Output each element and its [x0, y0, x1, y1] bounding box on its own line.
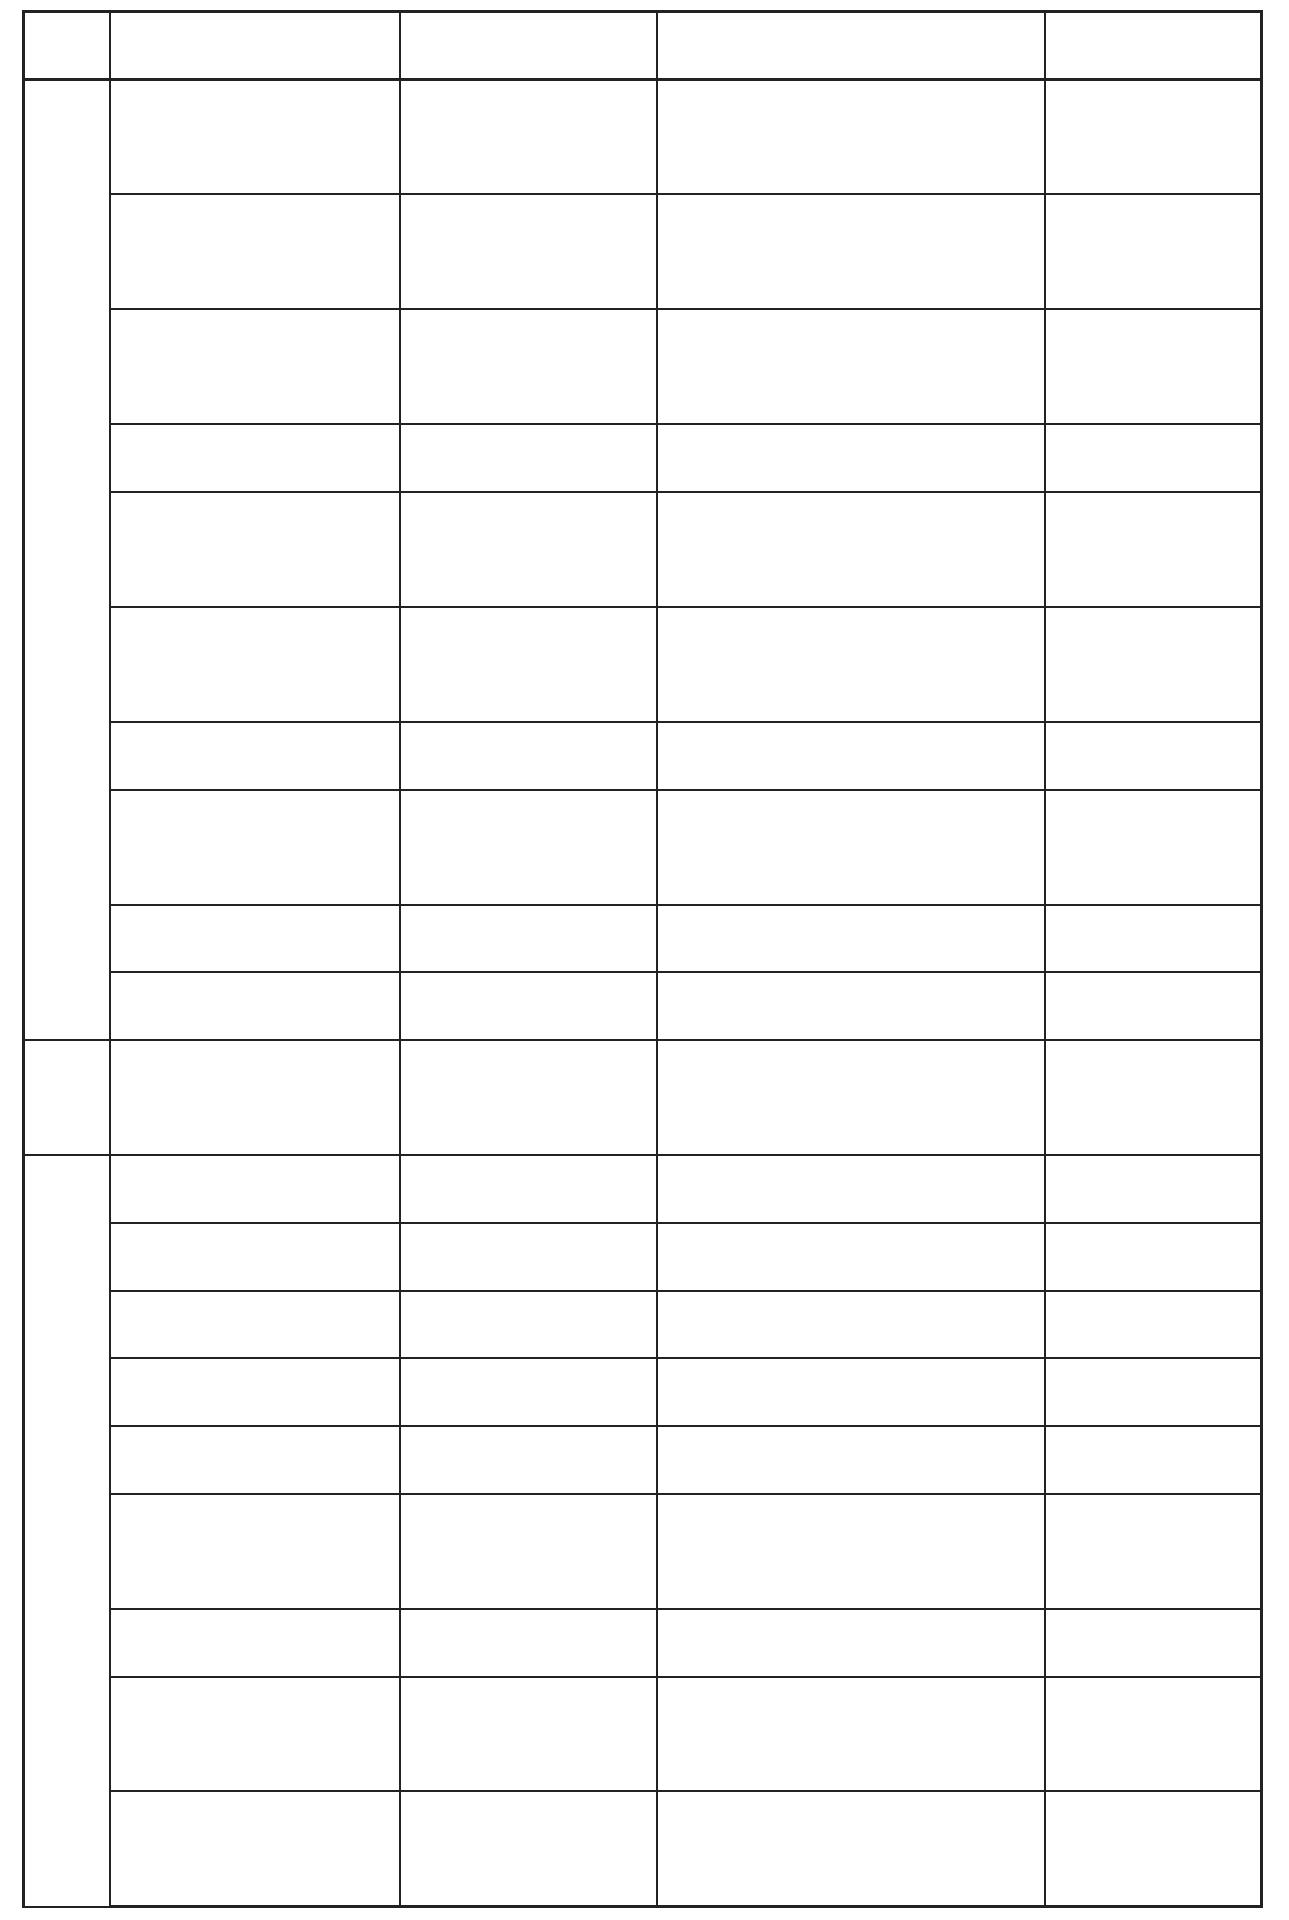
english-name-cell: [400, 1155, 657, 1223]
application-object-cell: [657, 1609, 1045, 1677]
remarks-cell: [1045, 972, 1262, 1040]
english-name-cell: [400, 1223, 657, 1291]
table-row: [24, 1677, 1262, 1792]
header-application-object: [657, 12, 1045, 80]
header-english-name: [400, 12, 657, 80]
table-row: [24, 309, 1262, 424]
application-object-cell: [657, 194, 1045, 309]
application-object-cell: [657, 1677, 1045, 1792]
remarks-cell: [1045, 492, 1262, 607]
table-header-row: [24, 12, 1262, 80]
category-cell: [24, 1040, 110, 1155]
layer-meaning-cell: [110, 1291, 400, 1359]
application-object-cell: [657, 1426, 1045, 1494]
remarks-cell: [1045, 790, 1262, 905]
table-row: [24, 607, 1262, 722]
application-object-cell: [657, 722, 1045, 790]
layer-meaning-cell: [110, 1426, 400, 1494]
english-name-cell: [400, 1358, 657, 1426]
application-object-cell: [657, 80, 1045, 195]
layer-meaning-cell: [110, 607, 400, 722]
layer-meaning-cell: [110, 972, 400, 1040]
table-row: [24, 1040, 1262, 1155]
category-cell: [24, 1155, 110, 1906]
application-object-cell: [657, 1040, 1045, 1155]
remarks-cell: [1045, 1677, 1262, 1792]
application-object-cell: [657, 309, 1045, 424]
remarks-cell: [1045, 1426, 1262, 1494]
layer-meaning-cell: [110, 492, 400, 607]
english-name-cell: [400, 424, 657, 492]
table-row: [24, 722, 1262, 790]
english-name-cell: [400, 1291, 657, 1359]
remarks-cell: [1045, 905, 1262, 973]
table-row: [24, 1609, 1262, 1677]
table-body: [24, 80, 1262, 1907]
english-name-cell: [400, 1426, 657, 1494]
layer-meaning-cell: [110, 1609, 400, 1677]
table-row: [24, 790, 1262, 905]
remarks-cell: [1045, 722, 1262, 790]
table-row: [24, 1155, 1262, 1223]
remarks-cell: [1045, 1358, 1262, 1426]
table-row: [24, 1426, 1262, 1494]
english-name-cell: [400, 1040, 657, 1155]
application-object-cell: [657, 1291, 1045, 1359]
table-row: [24, 194, 1262, 309]
english-name-cell: [400, 492, 657, 607]
remarks-cell: [1045, 309, 1262, 424]
remarks-cell: [1045, 1609, 1262, 1677]
header-layer-meaning: [110, 12, 400, 80]
application-object-cell: [657, 905, 1045, 973]
layer-meaning-cell: [110, 1494, 400, 1609]
english-name-cell: [400, 607, 657, 722]
layer-meaning-cell: [110, 790, 400, 905]
layer-meaning-cell: [110, 1223, 400, 1291]
layer-meaning-cell: [110, 194, 400, 309]
application-object-cell: [657, 972, 1045, 1040]
table-row: [24, 972, 1262, 1040]
table-row: [24, 1358, 1262, 1426]
layer-meaning-cell: [110, 905, 400, 973]
table-row: [24, 905, 1262, 973]
application-object-cell: [657, 1223, 1045, 1291]
remarks-cell: [1045, 1040, 1262, 1155]
application-object-cell: [657, 1155, 1045, 1223]
application-object-cell: [657, 1791, 1045, 1906]
english-name-cell: [400, 790, 657, 905]
header-remarks: [1045, 12, 1262, 80]
english-name-cell: [400, 80, 657, 195]
layer-meaning-cell: [110, 1155, 400, 1223]
application-object-cell: [657, 1358, 1045, 1426]
remarks-cell: [1045, 1494, 1262, 1609]
layer-meaning-cell: [110, 309, 400, 424]
header-type: [24, 12, 110, 80]
application-object-cell: [657, 607, 1045, 722]
table-row: [24, 1494, 1262, 1609]
english-name-cell: [400, 972, 657, 1040]
english-name-cell: [400, 905, 657, 973]
layer-meaning-cell: [110, 1040, 400, 1155]
table-row: [24, 1291, 1262, 1359]
table-row: [24, 80, 1262, 195]
remarks-cell: [1045, 80, 1262, 195]
remarks-cell: [1045, 1291, 1262, 1359]
layer-meaning-cell: [110, 1358, 400, 1426]
table-row: [24, 1223, 1262, 1291]
layer-meaning-cell: [110, 722, 400, 790]
english-name-cell: [400, 1677, 657, 1792]
layer-meaning-cell: [110, 1791, 400, 1906]
application-object-cell: [657, 492, 1045, 607]
table-row: [24, 1791, 1262, 1906]
remarks-cell: [1045, 1155, 1262, 1223]
english-name-cell: [400, 1609, 657, 1677]
layer-table-document: [22, 10, 1260, 1908]
remarks-cell: [1045, 424, 1262, 492]
english-name-cell: [400, 1494, 657, 1609]
remarks-cell: [1045, 607, 1262, 722]
english-name-cell: [400, 1791, 657, 1906]
table-row: [24, 492, 1262, 607]
category-cell: [24, 80, 110, 1041]
layer-meaning-cell: [110, 80, 400, 195]
table-row: [24, 424, 1262, 492]
remarks-cell: [1045, 1791, 1262, 1906]
layer-table: [22, 10, 1263, 1908]
english-name-cell: [400, 194, 657, 309]
english-name-cell: [400, 309, 657, 424]
application-object-cell: [657, 1494, 1045, 1609]
layer-meaning-cell: [110, 424, 400, 492]
layer-meaning-cell: [110, 1677, 400, 1792]
remarks-cell: [1045, 1223, 1262, 1291]
application-object-cell: [657, 790, 1045, 905]
remarks-cell: [1045, 194, 1262, 309]
application-object-cell: [657, 424, 1045, 492]
english-name-cell: [400, 722, 657, 790]
